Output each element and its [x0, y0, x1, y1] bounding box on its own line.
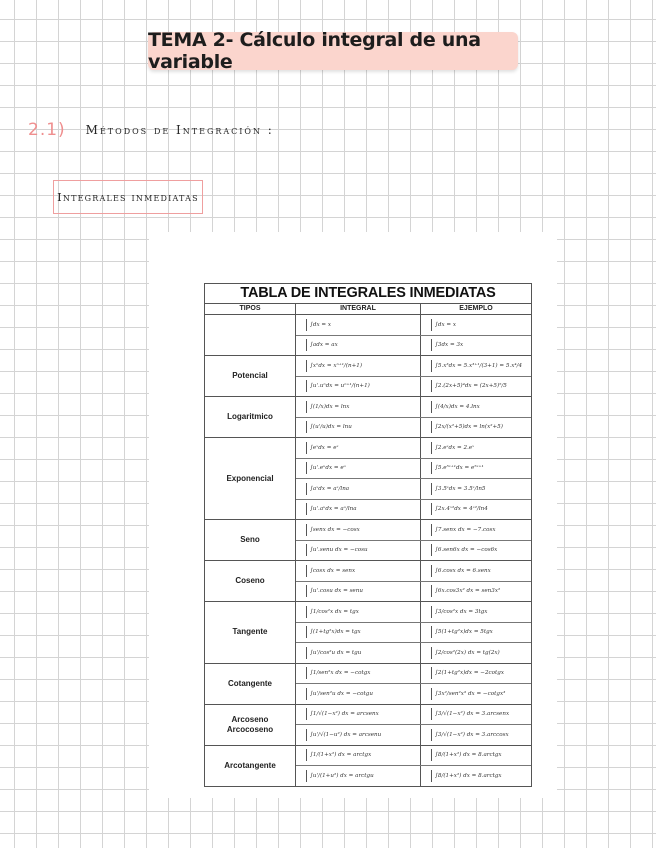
- group-type-label: Potencial: [232, 371, 268, 380]
- integral-formula-text: ∫1/(1+x²) dx = arctgx: [306, 749, 371, 761]
- example-formula-text: ∫5.e⁵ˣ⁺¹dx = e⁵ˣ⁺¹: [431, 462, 484, 474]
- integral-formula-text: ∫(1+tg²x)dx = tgx: [306, 626, 361, 638]
- integral-formula: [296, 500, 420, 520]
- example-formula: [420, 705, 531, 725]
- example-formula-text: ∫8/(1+x²) dx = 8.arctgx: [431, 749, 502, 761]
- group-type-label: Exponencial: [226, 473, 274, 483]
- group-type-label: Logaritmico: [227, 412, 273, 421]
- table-row: [296, 746, 531, 767]
- group-type-label: [205, 315, 295, 355]
- integral-formula-text: ∫u'/sen²u dx = −cotgu: [306, 688, 373, 700]
- table-row: [296, 725, 531, 745]
- example-formula: [420, 766, 531, 786]
- example-formula: [420, 356, 531, 376]
- example-formula-text: ∫6.sen6x dx = −cos6x: [431, 544, 497, 556]
- integral-formula: [296, 438, 420, 458]
- integral-formula-text: ∫(1/x)dx = lnx: [306, 401, 349, 413]
- integral-formula-text: ∫adx = ax: [306, 339, 338, 351]
- page-title: TEMA 2- Cálculo integral de una variable: [148, 32, 518, 70]
- example-formula: [420, 459, 531, 479]
- integral-formula-text: ∫u'/√(1−u²) dx = arcsenu: [306, 729, 381, 741]
- example-formula: [420, 623, 531, 643]
- table-row: [296, 541, 531, 561]
- example-formula: [420, 397, 531, 417]
- column-header-tipos: TIPOS: [239, 305, 261, 312]
- integral-formula: [296, 356, 420, 376]
- example-formula-text: ∫3/cos²x dx = 3tgx: [431, 606, 487, 618]
- example-formula: [420, 561, 531, 581]
- section-heading: [28, 118, 274, 142]
- example-formula: [420, 643, 531, 663]
- example-formula-text: ∫2/cos²(2x) dx = tg(2x): [431, 647, 500, 659]
- group-type-label: Tangente: [232, 627, 268, 637]
- table-row: [296, 479, 531, 500]
- table-row: [296, 643, 531, 663]
- subsection-title: Integrales inmediatas: [53, 180, 203, 214]
- example-formula-text: ∫3.5ˣdx = 3.5ˣ/ln5: [431, 483, 486, 495]
- example-formula-text: ∫8/(1+x²) dx = 8.arctgx: [431, 770, 502, 782]
- integral-formula: [296, 520, 420, 540]
- example-formula: [420, 418, 531, 438]
- example-formula: [420, 684, 531, 704]
- table-row: [296, 418, 531, 438]
- integral-formula-text: ∫dx = x: [306, 319, 331, 331]
- example-formula-text: ∫7.senx dx = −7.cosx: [431, 524, 496, 536]
- example-formula-text: ∫(4/x)dx = 4.lnx: [431, 401, 480, 413]
- example-formula-text: ∫dx = x: [431, 319, 456, 331]
- integral-formula: [296, 766, 420, 786]
- integral-formula-text: ∫1/sen²x dx = −cotgx: [306, 667, 370, 679]
- section-number: 2.1): [28, 120, 66, 140]
- table-group: [205, 602, 531, 664]
- example-formula-text: ∫5.x³dx = 5.x³⁺¹/(3+1) = 5.x⁴/4: [431, 360, 522, 372]
- example-formula-text: ∫3/√(1−x²) dx = 3.arcsenx: [431, 708, 509, 720]
- integral-formula-text: ∫aˣdx = aˣ/lna: [306, 483, 349, 495]
- example-formula: [420, 336, 531, 356]
- table-body: [205, 315, 531, 786]
- table-row: [296, 500, 531, 520]
- integral-formula-text: ∫u'/cos²u dx = tgu: [306, 647, 361, 659]
- integral-formula: [296, 623, 420, 643]
- example-formula-text: ∫2(1+tg²x)dx = −2cotgx: [431, 667, 504, 679]
- integral-formula: [296, 684, 420, 704]
- example-formula-text: ∫2.eˣdx = 2.eˣ: [431, 442, 474, 454]
- table-row: [296, 766, 531, 786]
- table-group: [205, 520, 531, 561]
- integral-formula: [296, 561, 420, 581]
- integral-formula-text: ∫cosx dx = senx: [306, 565, 355, 577]
- integral-formula: [296, 377, 420, 397]
- example-formula-text: ∫6x.cos3x² dx = sen3x²: [431, 585, 500, 597]
- example-formula: [420, 479, 531, 499]
- integral-formula-text: ∫u'.uⁿdx = uⁿ⁺¹/(n+1): [306, 380, 370, 392]
- integral-formula-text: ∫u'/(1+u²) dx = arctgu: [306, 770, 374, 782]
- integral-formula: [296, 336, 420, 356]
- example-formula: [420, 541, 531, 561]
- integral-formula: [296, 705, 420, 725]
- integral-formula: [296, 664, 420, 684]
- table-row: [296, 664, 531, 685]
- table-row: [296, 623, 531, 644]
- example-formula: [420, 602, 531, 622]
- table-row: [296, 561, 531, 582]
- group-type-label: Arcotangente: [224, 760, 276, 770]
- table-row: [296, 356, 531, 377]
- integral-table-image: [149, 232, 557, 798]
- example-formula: [420, 725, 531, 745]
- example-formula-text: ∫2x/(x²+5)dx = ln(x²+5): [431, 421, 503, 433]
- group-type-label: Coseno: [235, 576, 265, 585]
- group-type-label: Arcoseno Arcocoseno: [226, 714, 274, 734]
- section-title: Métodos de Integración :: [85, 123, 274, 137]
- table-header-row: [205, 304, 531, 315]
- example-formula-text: ∫6.cosx dx = 6.senx: [431, 565, 491, 577]
- table-row: [296, 397, 531, 418]
- group-type-label: Cotangente: [228, 678, 272, 688]
- table-row: [296, 582, 531, 602]
- example-formula: [420, 315, 531, 335]
- example-formula: [420, 582, 531, 602]
- example-formula-text: ∫3dx = 3x: [431, 339, 463, 351]
- table-group: [205, 438, 531, 520]
- table-title: TABLA DE INTEGRALES INMEDIATAS: [205, 284, 531, 304]
- integral-formula: [296, 315, 420, 335]
- table-group: [205, 397, 531, 438]
- example-formula: [420, 664, 531, 684]
- table-row: [296, 377, 531, 397]
- example-formula-text: ∫3x²/sen²x³ dx = −cotgx³: [431, 688, 505, 700]
- table-row: [296, 520, 531, 541]
- table-row: [296, 684, 531, 704]
- integral-formula: [296, 418, 420, 438]
- example-formula-text: ∫5(1+tg²x)dx = 5tgx: [431, 626, 493, 638]
- table-row: [296, 438, 531, 459]
- table-group: [205, 705, 531, 746]
- integral-formula-text: ∫u'.senu dx = −cosu: [306, 544, 368, 556]
- integral-formula-text: ∫1/cos²x dx = tgx: [306, 606, 359, 618]
- example-formula: [420, 746, 531, 766]
- table-row: [296, 315, 531, 336]
- example-formula-text: ∫2.(2x+5)⁴dx = (2x+5)⁵/5: [431, 380, 507, 392]
- table-row: [296, 705, 531, 726]
- table-group: [205, 315, 531, 356]
- group-type-label: Seno: [240, 535, 260, 544]
- integral-formula-text: ∫1/√(1−x²) dx = arcsenx: [306, 708, 379, 720]
- column-header-integral: INTEGRAL: [295, 304, 420, 314]
- example-formula-text: ∫3/√(1−x²) dx = 3.arccosx: [431, 729, 509, 741]
- integral-formula: [296, 746, 420, 766]
- integral-formula-text: ∫senx dx = −cosx: [306, 524, 360, 536]
- integral-table: [204, 283, 532, 787]
- integral-formula: [296, 582, 420, 602]
- table-row: [296, 602, 531, 623]
- example-formula-text: ∫2x.4ˣ²dx = 4ˣ²/ln4: [431, 503, 488, 515]
- integral-formula: [296, 541, 420, 561]
- integral-formula-text: ∫u'.aᵘdx = aᵘ/lna: [306, 503, 357, 515]
- integral-formula-text: ∫(u'/u)dx = lnu: [306, 421, 352, 433]
- table-group: [205, 561, 531, 602]
- column-header-ejemplo: EJEMPLO: [420, 304, 531, 314]
- example-formula: [420, 438, 531, 458]
- example-formula: [420, 377, 531, 397]
- example-formula: [420, 500, 531, 520]
- table-group: [205, 664, 531, 705]
- integral-formula: [296, 459, 420, 479]
- integral-formula: [296, 397, 420, 417]
- table-row: [296, 459, 531, 480]
- integral-formula: [296, 479, 420, 499]
- integral-formula-text: ∫xⁿdx = xⁿ⁺¹/(n+1): [306, 360, 362, 372]
- integral-formula: [296, 602, 420, 622]
- table-row: [296, 336, 531, 356]
- integral-formula: [296, 643, 420, 663]
- table-group: [205, 356, 531, 397]
- table-group: [205, 746, 531, 786]
- integral-formula-text: ∫u'.eᵘdx = eᵘ: [306, 462, 346, 474]
- integral-formula-text: ∫u'.cosu dx = senu: [306, 585, 363, 597]
- integral-formula-text: ∫eˣdx = eˣ: [306, 442, 339, 454]
- integral-formula: [296, 725, 420, 745]
- example-formula: [420, 520, 531, 540]
